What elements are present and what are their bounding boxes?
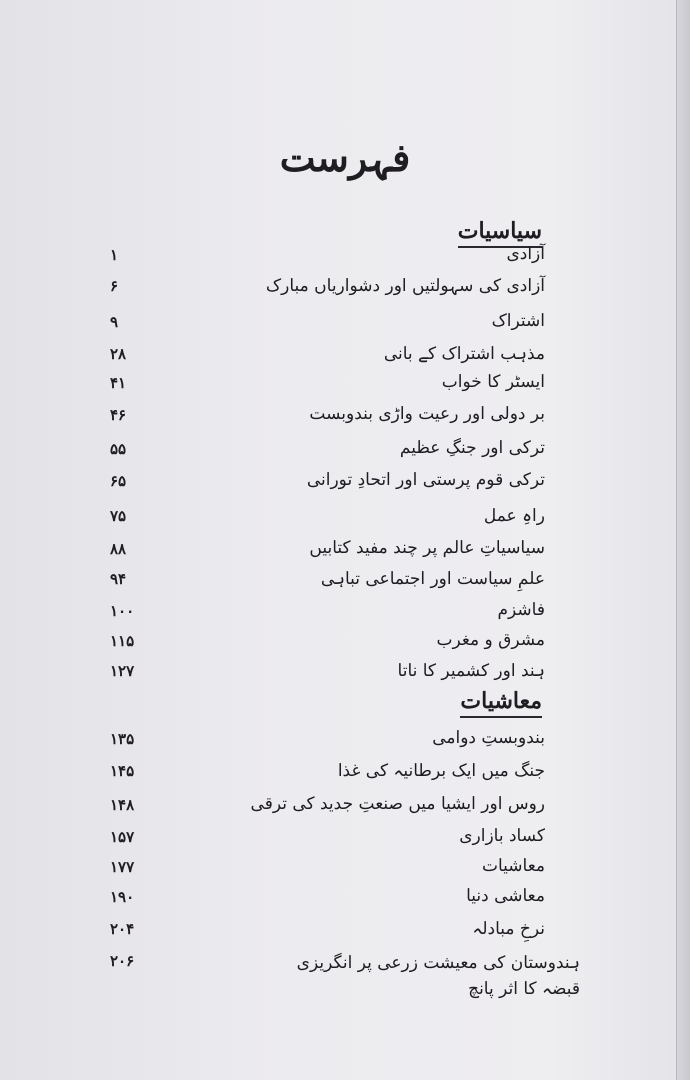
toc-entry — [110, 660, 545, 686]
toc-entry-title: اشتراک — [491, 311, 545, 331]
toc-entry — [110, 505, 545, 531]
toc-entry-title: آزادی — [506, 244, 545, 264]
toc-entry-title: جنگ میں ایک برطانیہ کی غذا — [337, 761, 545, 781]
toc-entry-page: ۱۵۷ — [110, 828, 135, 846]
toc-entry-title: فاشزم — [497, 600, 545, 620]
toc-entry — [110, 404, 545, 430]
toc-entry-title: ایسٹر کا خواب — [441, 372, 545, 392]
toc-entry — [110, 538, 545, 564]
toc-entry-title: راہِ عمل — [483, 506, 545, 526]
toc-entry-page: ۱۴۵ — [110, 762, 135, 780]
toc-entry-page: ۱۰۰ — [110, 602, 135, 620]
toc-entry-title: معاشیات — [481, 856, 545, 876]
toc-entry-title: معاشی دنیا — [466, 886, 545, 906]
toc-entry — [110, 372, 545, 398]
toc-entry-title: علمِ سیاست اور اجتماعی تباہی — [320, 569, 545, 589]
toc-entry-title: مشرق و مغرب — [436, 630, 545, 650]
toc-entry-page: ۱۷۷ — [110, 858, 135, 876]
toc-entry-page: ۴۱ — [110, 374, 127, 392]
toc-entry-page: ۱۹۰ — [110, 888, 135, 906]
section-heading-maashiyat: معاشیات — [460, 688, 542, 718]
toc-entry — [110, 311, 545, 337]
toc-entry-page: ۷۵ — [110, 507, 127, 525]
toc-entry-page: ۱۴۸ — [110, 796, 135, 814]
toc-entry-title: مذہب اشتراک کے بانی — [383, 344, 545, 364]
toc-entry — [110, 275, 545, 301]
toc-entry — [110, 760, 545, 786]
toc-entry — [110, 794, 545, 820]
toc-entry-page: ۱۱۵ — [110, 632, 135, 650]
toc-entry-page: ۶۵ — [110, 472, 127, 490]
toc-entry-title: ہندوستان کی معیشت زرعی پر انگریزی قبضہ کا اثر پانچ — [296, 953, 580, 999]
page-title: فہرست — [279, 135, 411, 180]
section-heading-siyasiyat: سیاسیات — [458, 218, 542, 248]
toc-entry-page: ۹۴ — [110, 570, 127, 588]
toc-entry-page: ۶ — [110, 277, 119, 295]
toc-entry — [110, 856, 545, 882]
toc-entry-title: ہند اور کشمیر کا ناتا — [397, 661, 545, 681]
toc-entry — [110, 950, 580, 999]
toc-entry-title: سیاسیاتِ عالم پر چند مفید کتابیں — [309, 538, 545, 558]
toc-entry — [110, 826, 545, 852]
toc-entry — [110, 343, 545, 369]
toc-entry-title: روس اور ایشیا میں صنعتِ جدید کی ترقی — [250, 794, 545, 814]
toc-entry-page: ۸۸ — [110, 540, 127, 558]
toc-entry — [110, 470, 545, 496]
toc-entry-page: ۹ — [110, 313, 119, 331]
toc-entry-page: ۱ — [110, 246, 119, 264]
toc-entry — [110, 630, 545, 656]
toc-entry-page: ۱۲۷ — [110, 662, 135, 680]
toc-entry-title: بندوبستِ دوامی — [432, 728, 545, 748]
toc-entry-page: ۱۳۵ — [110, 730, 135, 748]
toc-entry — [110, 918, 545, 944]
toc-entry-page: ۵۵ — [110, 440, 127, 458]
toc-entry-page: ۴۶ — [110, 406, 127, 424]
toc-entry — [110, 438, 545, 464]
toc-entry-title: آزادی کی سہولتیں اور دشواریاں مبارک — [265, 276, 545, 296]
toc-entry — [110, 568, 545, 594]
toc-entry-title: کساد بازاری — [459, 826, 545, 846]
toc-entry — [110, 886, 545, 912]
toc-entry-title: ترکی قوم پرستی اور اتحادِ تورانی — [306, 470, 545, 490]
toc-entry-page: ۲۸ — [110, 345, 127, 363]
toc-entry — [110, 728, 545, 754]
toc-entry-title: ترکی اور جنگِ عظیم — [399, 438, 545, 458]
toc-entry — [110, 600, 545, 626]
toc-entry-page: ۲۰۴ — [110, 920, 135, 938]
toc-entry-title: بر دولی اور رعیت واڑی بندوبست — [309, 404, 545, 424]
toc-entry-page: ۲۰۶ — [110, 952, 135, 970]
toc-entry-title: نرخِ مبادلہ — [472, 919, 545, 939]
toc-entry — [110, 244, 545, 270]
